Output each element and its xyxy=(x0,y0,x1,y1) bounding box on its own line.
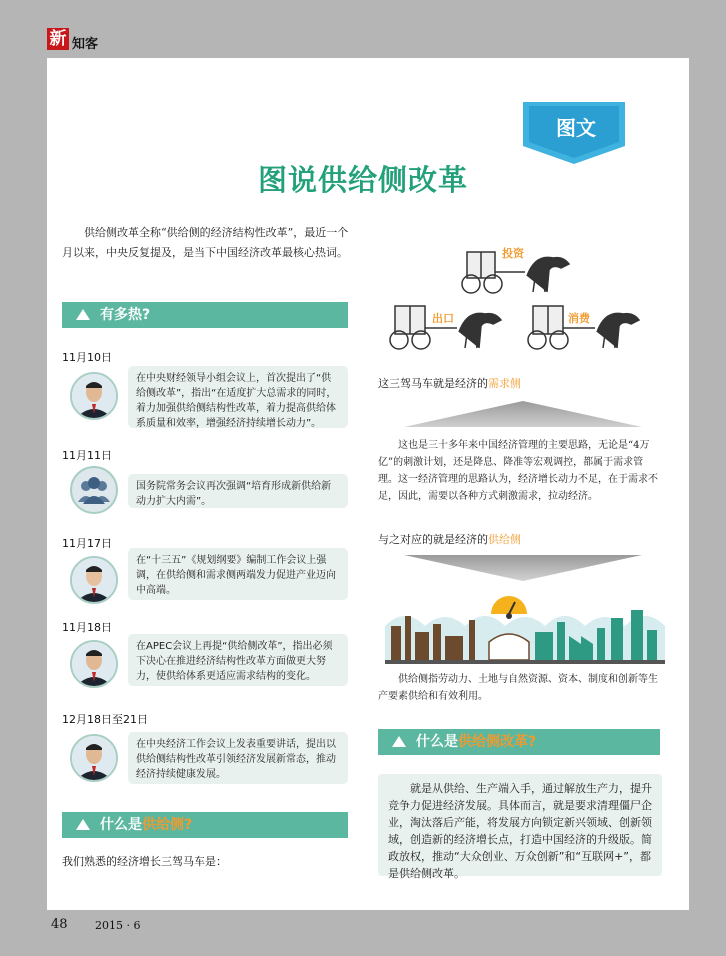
section-bar-label: 什么是 xyxy=(416,734,458,750)
leader-portrait xyxy=(70,556,118,604)
entry-text-box: 在中央经济工作会议上发表重要讲话，提出以供给侧结构性改革引领经济发展新常态，推动经济持续健康发展。 xyxy=(128,732,348,784)
magazine-name: 知客 xyxy=(72,37,99,52)
supply-side-line xyxy=(378,531,521,547)
entry-date: 11月18日 xyxy=(62,621,112,634)
reform-definition-box: 就是从供给、生产端入手，通过解放生产力，提升竞争力促进经济发展。具体而言，就是要求清理僵尸企业，淘汰落后产能，将发展方向锁定新兴领域、创新领域，创造新的经济增长点，打造中国经济的升级版。简政放权，推动“大众创业、万众创新”和“互联网+”，都是供给侧改革。 xyxy=(378,774,662,876)
down-arrow-icon xyxy=(404,555,642,581)
demand-line-highlight: 需求侧 xyxy=(488,377,521,390)
magazine-logo: 新 xyxy=(47,28,69,50)
entry-date: 11月17日 xyxy=(62,537,112,550)
section-bar-label: 什么是 xyxy=(100,817,142,833)
triangle-icon xyxy=(76,819,90,830)
section-bar-what-supply xyxy=(62,812,348,838)
demand-side-line xyxy=(378,375,521,391)
supply-line-highlight: 供给侧 xyxy=(488,533,521,546)
supply-paragraph: 供给侧指劳动力、土地与自然资源、资本、制度和创新等生产要素供给和有效利用。 xyxy=(378,674,658,702)
triangle-icon xyxy=(76,309,90,320)
up-arrow-icon xyxy=(404,401,642,427)
entry-text-box: 在中央财经领导小组会议上，首次提出了“供给侧改革”，指出“在适度扩大总需求的同时，着力加强供给侧结构性改革，着力提高供给体系质量和效率，增强经济持续增长动力”。 xyxy=(128,366,348,428)
demand-paragraph: 这也是三十多年来中国经济管理的主要思路，无论是“4万亿”的刺激计划，还是降息、降准等宏观调控，都属于需求管理。这一经济管理的思路认为，经济增长动力不足，在于需求不足，因此，需要以各种方式刺激需求，拉动经济。 xyxy=(378,440,658,502)
entry-text-box: 在APEC会议上再提“供给侧改革”，指出必须下决心在推进经济结构性改革方面做更大努力，使供给体系更适应需求结构的变化。 xyxy=(128,634,348,686)
industry-city-illustration-icon xyxy=(385,596,665,666)
leader-portrait xyxy=(70,640,118,688)
supply-line-prefix: 与之对应的就是经济的 xyxy=(378,533,488,546)
leader-portrait xyxy=(70,372,118,420)
section-bar-label: 有多热? xyxy=(100,307,151,323)
entry-date: 11月10日 xyxy=(62,351,112,364)
section-bar-what-reform xyxy=(378,729,660,755)
label-consumption: 消费 xyxy=(568,312,590,325)
carriages-illustration-icon xyxy=(385,232,665,364)
section-bar-highlight: 供给侧? xyxy=(142,817,193,833)
label-export: 出口 xyxy=(432,312,454,325)
triangle-icon xyxy=(392,736,406,747)
entry-date: 12月18日至21日 xyxy=(62,713,148,726)
group-icon xyxy=(70,466,118,514)
entry-date: 11月11日 xyxy=(62,449,112,462)
entry-text-box: 国务院常务会议再次强调“培育形成新供给新动力扩大内需”。 xyxy=(128,474,348,508)
leader-portrait xyxy=(70,734,118,782)
label-investment: 投资 xyxy=(502,247,524,260)
demand-line-prefix: 这三驾马车就是经济的 xyxy=(378,377,488,390)
article-title: 图说供给侧改革 xyxy=(257,163,468,197)
intro-paragraph: 供给侧改革全称“供给侧的经济结构性改革”，最近一个月以来，中央反复提及，是当下中国经济改革最核心热词。 xyxy=(62,226,349,259)
section-bar-highlight: 供给侧改革? xyxy=(458,734,537,750)
page-number: 48 xyxy=(51,917,68,932)
entry-text-box: 在“十三五”《规划纲要》编制工作会议上强调，在供给侧和需求侧两端发力促进产业迈向中高端。 xyxy=(128,548,348,600)
section-tag: 图文 xyxy=(556,116,596,140)
three-carriages-line: 我们熟悉的经济增长三驾马车是： xyxy=(62,855,227,868)
issue-date: 2015 · 6 xyxy=(95,919,141,932)
section-bar-hot xyxy=(62,302,348,328)
